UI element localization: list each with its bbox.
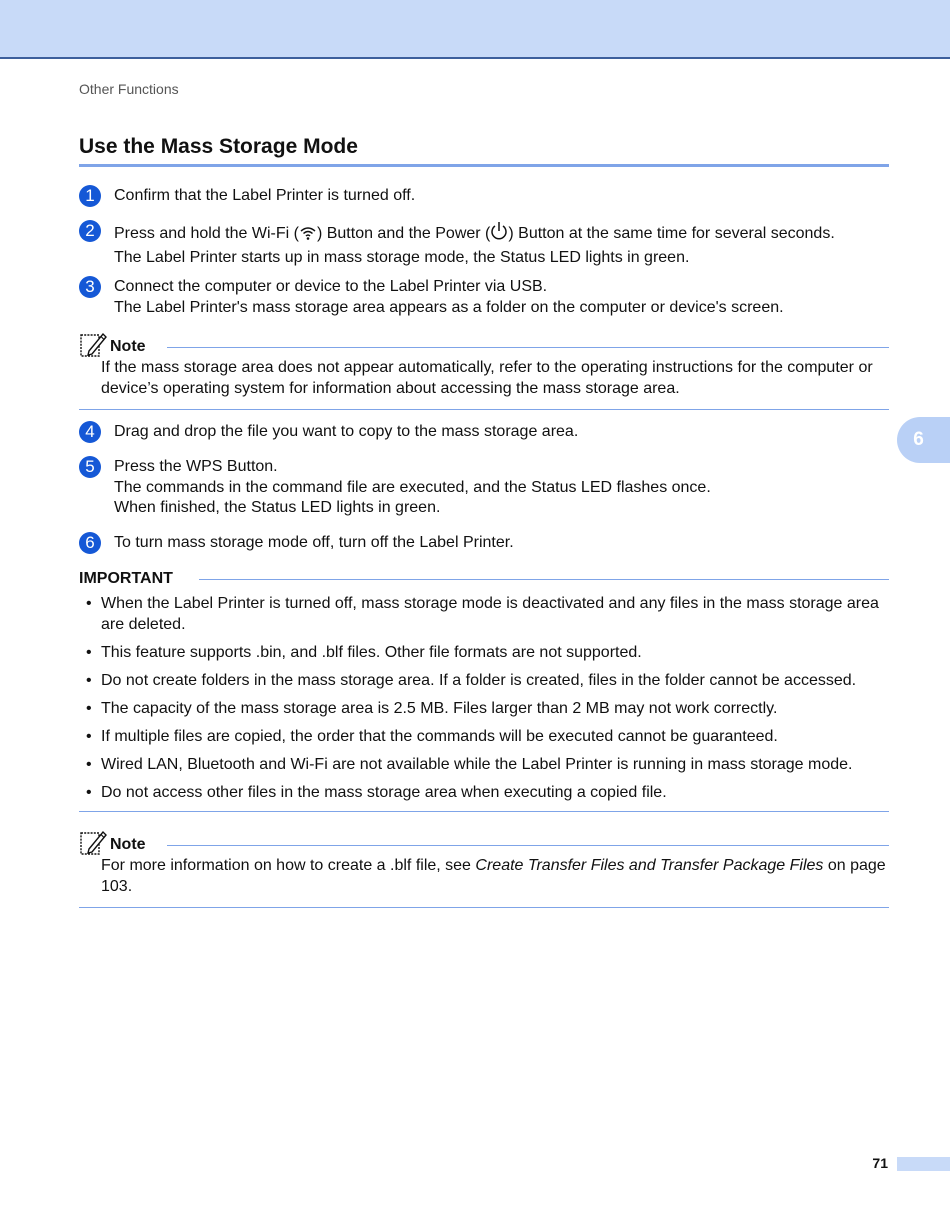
step-text — [114, 221, 904, 268]
important-label: IMPORTANT — [79, 570, 173, 587]
page-number-band — [897, 1157, 950, 1171]
step-text-line: The Label Printer starts up in mass storage mode, the Status LED lights in green. — [114, 248, 690, 266]
list-item: • If multiple files are copied, the order that the commands will be executed cannot be guaranteed. — [86, 727, 778, 745]
important-rule — [199, 579, 889, 580]
step-number: 4 — [79, 421, 101, 443]
step-number: 5 — [79, 456, 101, 478]
step-text: Drag and drop the file you want to copy to the mass storage area. — [114, 423, 579, 440]
list-item: • Do not create folders in the mass storage area. If a folder is created, files in the folder cannot be accessed. — [86, 671, 857, 689]
step-text-part: Press and hold the Wi-Fi ( — [114, 225, 299, 242]
step-text-line: The commands in the command file are executed, and the Status LED flashes once. — [114, 478, 711, 496]
note-bottom-rule — [79, 907, 889, 908]
list-item: • Do not access other files in the mass storage area when executing a copied file. — [86, 783, 667, 801]
note-icon — [79, 332, 107, 358]
step-text-line: The Label Printer's mass storage area appears as a folder on the computer or device's screen. — [114, 298, 784, 316]
list-item: • When the Label Printer is turned off, mass storage mode is deactivated and any files in the mass storage area are deleted. — [86, 595, 879, 633]
note-box — [79, 830, 889, 908]
cross-reference-link[interactable]: Create Transfer Files and Transfer Package Files — [475, 857, 824, 874]
list-item: • This feature supports .bin, and .blf files. Other file formats are not supported. — [86, 643, 642, 661]
note-text: For more information on how to create a .blf file, see Create Transfer Files and Transfer Package Files on page 103. — [101, 857, 886, 895]
page-title: Use the Mass Storage Mode — [79, 135, 358, 158]
note-bottom-rule — [79, 409, 889, 410]
important-box — [79, 569, 889, 812]
step-text: To turn mass storage mode off, turn off the Label Printer. — [114, 534, 514, 551]
chapter-tab: 6 — [897, 417, 950, 463]
running-header: Other Functions — [79, 81, 179, 97]
step-text-part: ) Button at the same time for several seconds. — [508, 225, 835, 242]
step-number: 1 — [79, 185, 101, 207]
title-rule — [79, 164, 889, 167]
step-number: 2 — [79, 220, 101, 242]
note-rule — [167, 845, 889, 846]
step-text: Confirm that the Label Printer is turned off. — [114, 187, 416, 204]
step-number: 3 — [79, 276, 101, 298]
power-icon — [490, 221, 508, 248]
step-text-line: Connect the computer or device to the Label Printer via USB. — [114, 278, 548, 295]
step-number: 6 — [79, 532, 101, 554]
note-icon — [79, 830, 107, 856]
important-list — [79, 594, 889, 803]
note-text: If the mass storage area does not appear automatically, refer to the operating instructions for the computer or device’s operating system for information about accessing the mass storage area. — [101, 359, 873, 397]
note-label: Note — [110, 836, 146, 853]
wifi-icon — [299, 225, 317, 248]
step-text — [114, 457, 904, 519]
note-box — [79, 332, 889, 410]
step-text-part: ) Button and the Power ( — [316, 225, 491, 242]
important-bottom-rule — [79, 811, 889, 812]
step-text — [114, 277, 904, 318]
step-text-line: Press the WPS Button. — [114, 458, 278, 475]
note-rule — [167, 347, 889, 348]
note-label: Note — [110, 338, 146, 355]
top-band — [0, 0, 950, 59]
page-number: 71 — [872, 1155, 888, 1171]
list-item: • Wired LAN, Bluetooth and Wi-Fi are not available while the Label Printer is running in mass storage mode. — [86, 755, 853, 773]
list-item: • The capacity of the mass storage area is 2.5 MB. Files larger than 2 MB may not work correctly. — [86, 699, 778, 717]
step-text-line: When finished, the Status LED lights in green. — [114, 499, 441, 516]
